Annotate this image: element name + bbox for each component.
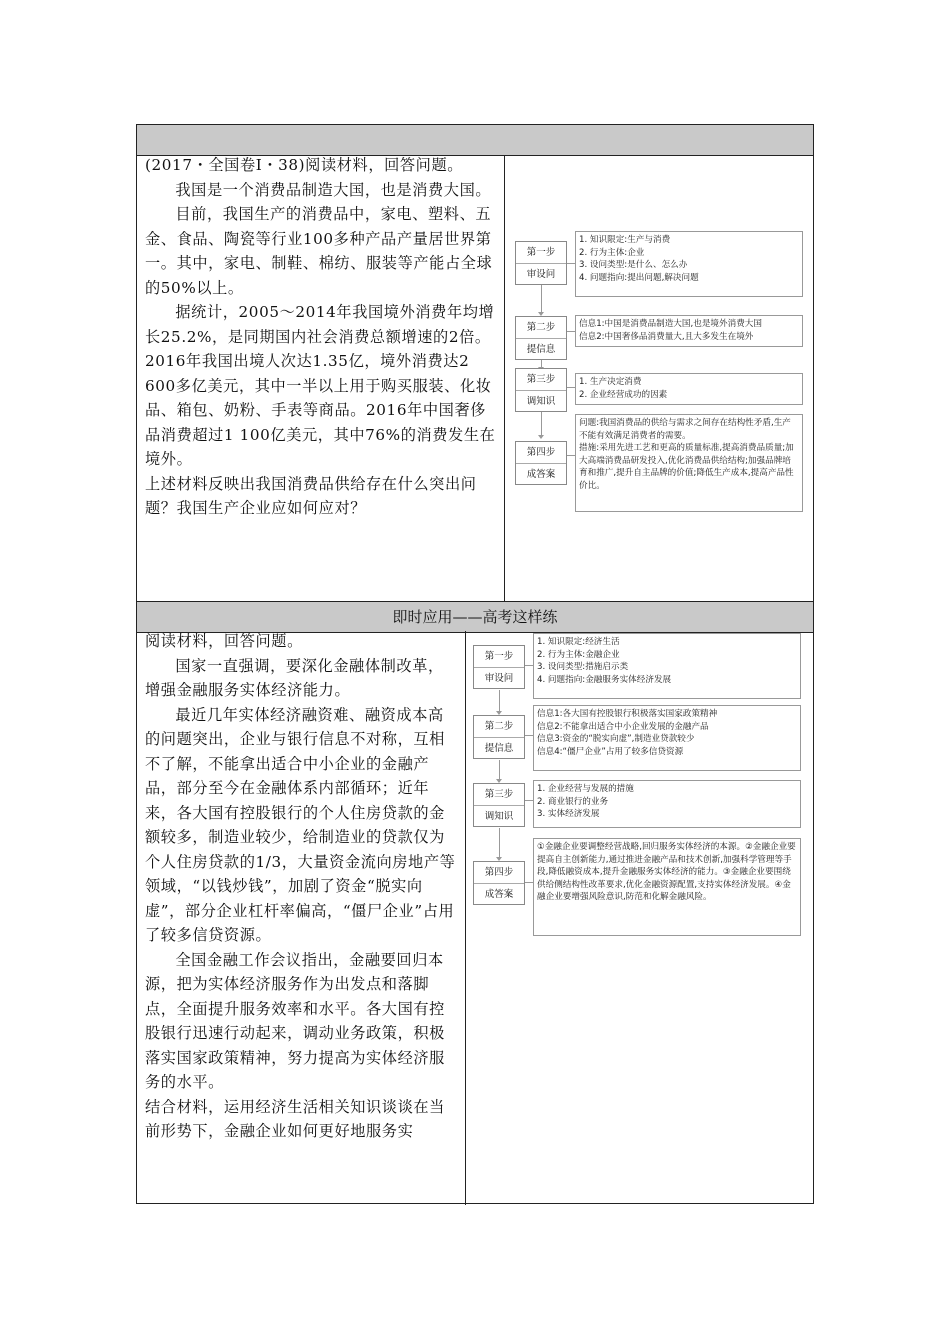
flow-step-1: 第一步 审设问: [473, 645, 525, 689]
material-paragraph: 我国是一个消费品制造大国，也是消费大国。: [175, 180, 492, 199]
material-paragraph: 据统计，2005～2014年我国境外消费年均增长25.2%，是同期国内社会消费总额增速的2倍。2016年我国出境人次达1.35亿，境外消费达2 600多亿美元，其中一半以上用于购买服装、化妆品、箱包、奶粉、手表等商品。2016年中国奢侈品消费超过1 100亿美元，其中76%的消费发生在境外。: [145, 303, 496, 468]
material-paragraph: 全国金融工作会议指出，金融要回归本源，把为实体经济服务作为出发点和落脚点，全面提升服务效率和水平。各大国有控股银行迅速行动起来，调动业务政策，积极落实国家政策精神，努力提高为实体经济服务的水平。: [145, 950, 445, 1091]
material-paragraph: 国家一直强调，要深化金融体制改革，增强金融服务实体经济能力。: [145, 656, 444, 699]
flow-step-3: 第三步 调知识: [473, 783, 525, 827]
material-paragraph: 最近几年实体经济融资难、融资成本高的问题突出，企业与银行信息不对称，互相不了解，不能拿出适合中小企业的金融产品，部分至今在金融体系内部循环；近年来，各大国有控股银行的个人住房贷款的金额较多，制造业较少，给制造业的贷款仅为个人住房贷款的1/3，大量资金流向房地产等领域，“以钱炒钱”，加剧了资金“脱实向虚”，部分企业杠杆率偏高，“僵尸企业”占用了较多信贷资源。: [145, 705, 456, 944]
flow-box-1: 1. 知识限定:生产与消费 2. 行为主体:企业 3. 设问类型:是什么、怎么办 4. 问题指向:提出问题,解决问题: [575, 231, 803, 297]
material-paragraph: 目前，我国生产的消费品中，家电、塑料、五金、食品、陶瓷等行业100多种产品产量居世界第一。其中，家电、制鞋、棉纺、服装等产能占全球的50%以上。: [145, 205, 493, 297]
flow-step-4: 第四步 成答案: [515, 441, 567, 485]
question-1-text: [145, 153, 497, 521]
question-1-source: (2017・全国卷Ⅰ・38)阅读材料，回答问题。: [145, 156, 464, 174]
flow-box-2: 信息1:各大国有控股银行积极落实国家政策精神 信息2:不能拿出适合中小企业发展的金融产品 信息3:资金的“脱实向虚”,制造业贷款较少 信息4:“僵尸企业”占用了较多信贷资源: [533, 705, 801, 771]
flow-step-1: 第一步 审设问: [515, 241, 567, 285]
flow-step-4: 第四步 成答案: [473, 861, 525, 905]
table-header-bar: [137, 125, 813, 156]
column-divider: [465, 631, 466, 1205]
flow-box-2: 信息1:中国是消费品制造大国,也是境外消费大国 信息2:中国奢侈品消费量大,且大多发生在境外: [575, 315, 803, 347]
flow-box-3: 1. 企业经营与发展的措施 2. 商业银行的业务 3. 实体经济发展: [533, 780, 801, 828]
question-table: [136, 124, 814, 1204]
flow-box-4: ①金融企业要调整经营战略,回归服务实体经济的本源。②金融企业要提高自主创新能力,通过推进金融产品和技术创新,加强科学管理等手段,降低融资成本,提升金融服务实体经济的能力。③金融企业要围绕供给侧结构性改革要求,优化金融资源配置,支持实体经济发展。④金融企业要增强风险意识,防范和化解金融风险。: [533, 838, 801, 936]
flow-step-3: 第三步 调知识: [515, 368, 567, 412]
question-2-intro: 阅读材料，回答问题。: [145, 632, 303, 650]
question-2-text: [145, 629, 459, 1144]
flow-box-4: 问题:我国消费品的供给与需求之间存在结构性矛盾,生产不能有效满足消费者的需要。 措施:采用先进工艺和更高的质量标准,提高消费品质量;加大高端消费品研发投入,优化消费品供给结构;加强品牌培育和推广,提升自主品牌的价值;降低生产成本,提高产品性价比。: [575, 414, 803, 512]
flow-box-3: 1. 生产决定消费 2. 企业经营成功的因素: [575, 373, 803, 405]
flow-step-2: 第二步 提信息: [473, 715, 525, 759]
flow-box-1: 1. 知识限定:经济生活 2. 行为主体:金融企业 3. 设问类型:措施启示类 4. 问题指向:金融服务实体经济发展: [533, 633, 801, 699]
question-2-prompt: 结合材料，运用经济生活相关知识谈谈在当前形势下，金融企业如何更好地服务实: [145, 1097, 445, 1140]
section-header: 即时应用——高考这样练: [137, 601, 813, 633]
column-divider: [504, 155, 505, 602]
flow-step-2: 第二步 提信息: [515, 316, 567, 360]
question-1-prompt: 上述材料反映出我国消费品供给存在什么突出问题？我国生产企业应如何应对？: [145, 474, 477, 517]
